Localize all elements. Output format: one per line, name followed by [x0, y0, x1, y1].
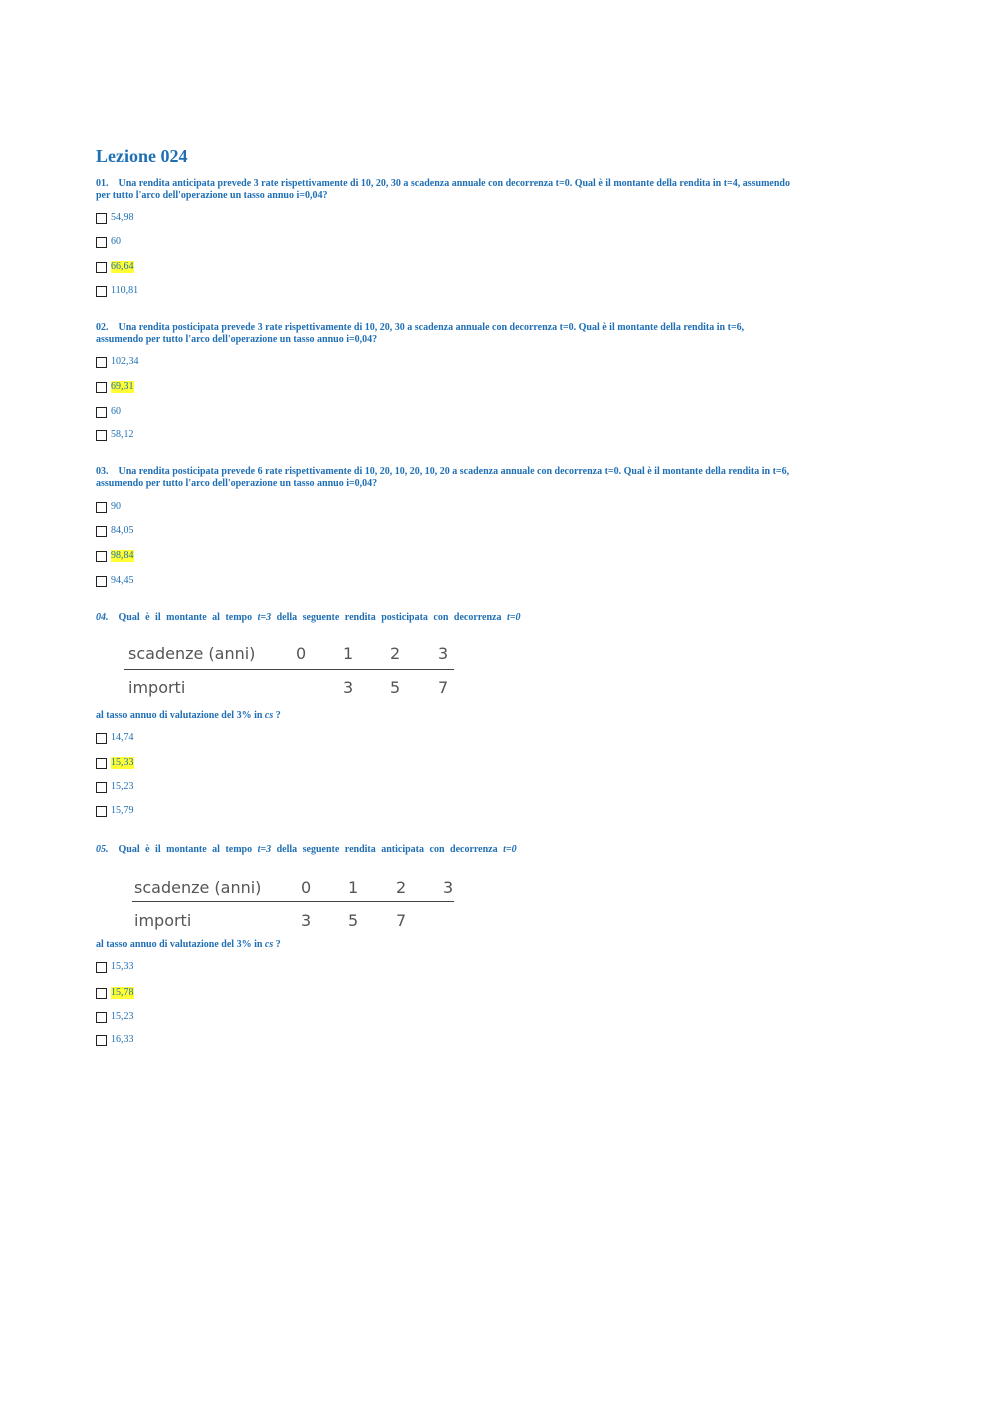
option-label: 102,34: [111, 356, 139, 367]
checkbox[interactable]: [96, 782, 107, 793]
table-cell: 5: [390, 678, 401, 697]
table-cell: 2: [396, 878, 407, 897]
checkbox[interactable]: [96, 262, 107, 273]
option-label-highlighted: 15,78: [111, 987, 134, 998]
option-label: 84,05: [111, 525, 134, 536]
answer-option[interactable]: [96, 960, 134, 974]
answer-option-highlighted[interactable]: [96, 549, 134, 563]
checkbox[interactable]: [96, 1012, 107, 1023]
checkbox[interactable]: [96, 382, 107, 393]
table-cell: 2: [390, 644, 401, 663]
answer-option[interactable]: [96, 405, 121, 419]
question-04: [96, 612, 896, 624]
question-variable: t=0: [506, 612, 521, 623]
option-label: 60: [111, 406, 121, 417]
question-text-line1: Una rendita anticipata prevede 3 rate rispettivamente di 10, 20, 30 a scadenza annuale con decorrenza t=0. Qual è il montante della rendita in t=4, assumendo: [118, 178, 790, 189]
question-suffix-text: ?: [273, 710, 281, 721]
table-cell: 3: [443, 878, 454, 897]
question-number: 05.: [96, 844, 109, 855]
checkbox[interactable]: [96, 407, 107, 418]
answer-option-highlighted[interactable]: [96, 986, 134, 1000]
answer-option[interactable]: [96, 1033, 134, 1047]
answer-option[interactable]: [96, 524, 134, 538]
option-label: 94,45: [111, 575, 134, 586]
question-03: [96, 466, 896, 490]
checkbox[interactable]: [96, 988, 107, 999]
option-label-highlighted: 15,33: [111, 757, 134, 768]
question-05: [96, 844, 896, 856]
answer-option[interactable]: [96, 780, 134, 794]
option-label: 90: [111, 501, 121, 512]
option-label: 58,12: [111, 429, 134, 440]
option-label-highlighted: 66,64: [111, 261, 134, 272]
checkbox[interactable]: [96, 733, 107, 744]
table-cell: 0: [301, 878, 312, 897]
question-02: [96, 322, 896, 346]
option-label: 15,23: [111, 781, 134, 792]
table-cell: 0: [296, 644, 307, 663]
question-variable: t=3: [257, 844, 272, 855]
question-suffix: [96, 939, 281, 950]
checkbox[interactable]: [96, 286, 107, 297]
answer-option[interactable]: [96, 1010, 134, 1024]
answer-option-highlighted[interactable]: [96, 380, 134, 394]
question-text: Qual è il montante al tempo: [118, 844, 258, 855]
table-divider: [132, 901, 454, 902]
option-label: 54,98: [111, 212, 134, 223]
option-label: 14,74: [111, 732, 134, 743]
question-variable: cs: [264, 939, 274, 950]
checkbox[interactable]: [96, 237, 107, 248]
question-text-line2: assumendo per tutto l'arco dell'operazione un tasso annuo i=0,04?: [96, 334, 378, 345]
question-number: 01.: [96, 178, 109, 189]
option-label-highlighted: 98,84: [111, 550, 134, 561]
page-title: Lezione 024: [96, 146, 188, 166]
table-cell: 3: [438, 644, 449, 663]
checkbox[interactable]: [96, 962, 107, 973]
question-suffix-text: ?: [273, 939, 281, 950]
answer-option[interactable]: [96, 211, 134, 225]
table-row-label: scadenze (anni): [128, 644, 256, 663]
table-cell: 5: [348, 911, 359, 930]
table-cell: 1: [348, 878, 359, 897]
question-suffix-text: al tasso annuo di valutazione del 3% in: [96, 710, 265, 721]
question-text: della seguente rendita posticipata con decorrenza: [271, 612, 507, 623]
answer-option[interactable]: [96, 731, 134, 745]
answer-option[interactable]: [96, 428, 134, 442]
question-variable: t=0: [503, 844, 517, 855]
question-01: [96, 178, 896, 202]
question-text-line1: Una rendita posticipata prevede 6 rate rispettivamente di 10, 20, 10, 20, 10, 20 a scadenza annuale con decorrenza t=0. Qual è il montante della rendita in t=6,: [118, 466, 790, 477]
option-label-highlighted: 69,31: [111, 381, 134, 392]
question-number: 04.: [96, 612, 109, 623]
table-cell: 3: [301, 911, 312, 930]
answer-option[interactable]: [96, 500, 121, 514]
checkbox[interactable]: [96, 526, 107, 537]
question-number: 03.: [96, 466, 109, 477]
question-suffix-text: al tasso annuo di valutazione del 3% in: [96, 939, 265, 950]
option-label: 16,33: [111, 1034, 134, 1045]
answer-option[interactable]: [96, 284, 138, 298]
question-text-line2: assumendo per tutto l'arco dell'operazione un tasso annuo i=0,04?: [96, 478, 378, 489]
table-cell: 3: [343, 678, 354, 697]
question-number: 02.: [96, 322, 109, 333]
answer-option[interactable]: [96, 235, 121, 249]
schedule-table: [132, 874, 456, 934]
table-cell: 7: [438, 678, 449, 697]
answer-option-highlighted[interactable]: [96, 260, 134, 274]
question-text-line2: per tutto l'arco dell'operazione un tasso annuo i=0,04?: [96, 190, 328, 201]
answer-option[interactable]: [96, 355, 139, 369]
option-label: 110,81: [111, 285, 139, 296]
checkbox[interactable]: [96, 357, 107, 368]
checkbox[interactable]: [96, 576, 107, 587]
question-text-line1: Una rendita posticipata prevede 3 rate rispettivamente di 10, 20, 30 a scadenza annuale con decorrenza t=0. Qual è il montante della rendita in t=6,: [118, 322, 745, 333]
table-divider: [124, 669, 454, 670]
schedule-table: [124, 640, 456, 700]
question-variable: cs: [264, 710, 274, 721]
checkbox[interactable]: [96, 758, 107, 769]
checkbox[interactable]: [96, 502, 107, 513]
answer-option-highlighted[interactable]: [96, 756, 134, 770]
checkbox[interactable]: [96, 1035, 107, 1046]
table-row-label: scadenze (anni): [134, 878, 262, 897]
question-text: della seguente rendita anticipata con decorrenza: [271, 844, 504, 855]
option-label: 60: [111, 236, 121, 247]
table-row-label: importi: [128, 678, 186, 697]
option-label: 15,79: [111, 805, 134, 816]
answer-option[interactable]: [96, 574, 134, 588]
checkbox[interactable]: [96, 806, 107, 817]
option-label: 15,23: [111, 1011, 134, 1022]
checkbox[interactable]: [96, 430, 107, 441]
question-suffix: [96, 710, 281, 721]
table-cell: 1: [343, 644, 354, 663]
question-variable: t=3: [257, 612, 272, 623]
option-label: 15,33: [111, 961, 134, 972]
checkbox[interactable]: [96, 213, 107, 224]
answer-option[interactable]: [96, 804, 134, 818]
question-text: Qual è il montante al tempo: [118, 612, 258, 623]
table-row-label: importi: [134, 911, 192, 930]
table-cell: 7: [396, 911, 407, 930]
checkbox[interactable]: [96, 551, 107, 562]
